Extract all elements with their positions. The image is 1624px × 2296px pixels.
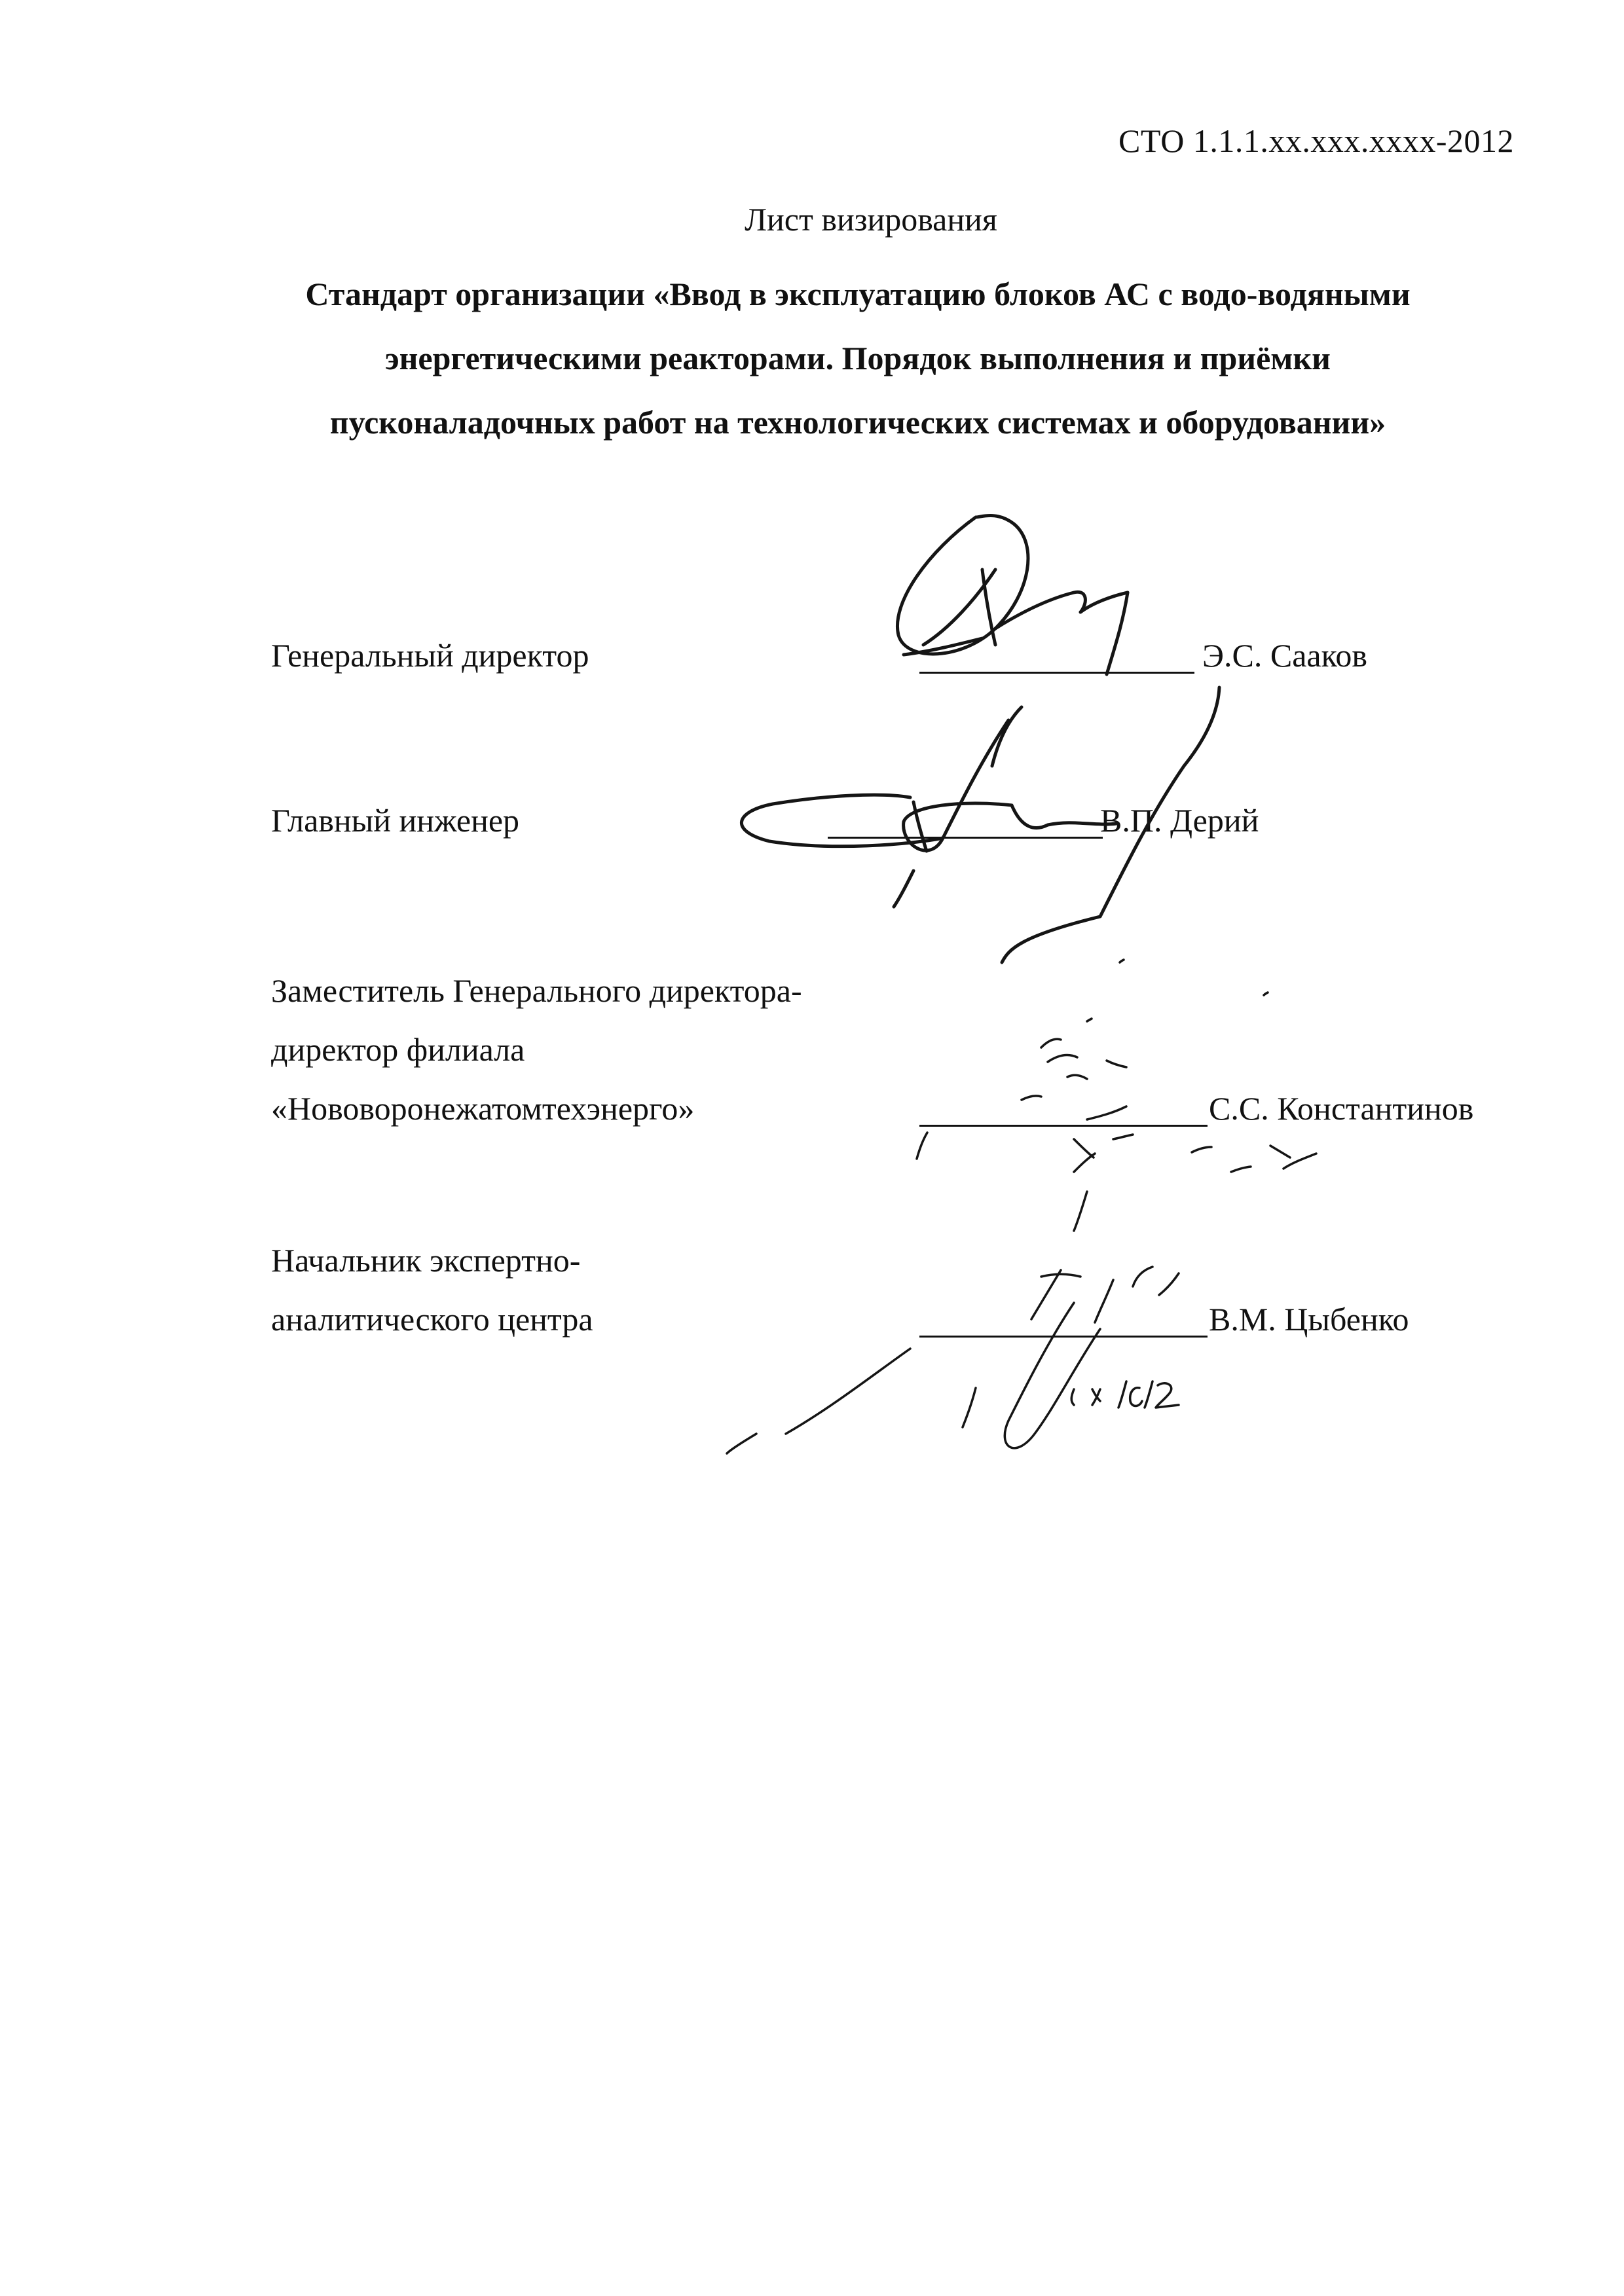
signer-name: С.С. Константинов: [1209, 1090, 1474, 1127]
signatory-position: Заместитель Генерального директора- директор филиала «Нововоронежатомтехэнерго»: [271, 972, 802, 1127]
signatory-position: Главный инженер: [271, 802, 520, 839]
signatory-deputy-director: [0, 961, 1624, 1144]
signatory-general-director: [0, 626, 1624, 691]
signature-line: [919, 1125, 1208, 1127]
signatory-chief-engineer: [0, 791, 1624, 856]
signatory-position: Генеральный директор: [271, 637, 589, 674]
document-code: СТО 1.1.1.xx.xxx.xxxx-2012: [1118, 122, 1514, 159]
heading-line: пусконаладочных работ на технологических системах и оборудовании»: [329, 404, 1386, 441]
document-heading: [196, 262, 1519, 454]
signature-line: [828, 837, 1103, 839]
signer-name: В.М. Цыбенко: [1209, 1301, 1409, 1338]
heading-line: Стандарт организации «Ввод в эксплуатацию блоков АС с водо-водяными: [305, 276, 1411, 312]
signature-line: [919, 672, 1194, 674]
sheet-title: Лист визирования: [745, 201, 997, 238]
signatory-position: Начальник экспертно- аналитического центра: [271, 1242, 593, 1338]
signatory-expert-center-head: [0, 1231, 1624, 1355]
signature-line: [919, 1336, 1208, 1338]
signer-name: В.П. Дерий: [1100, 802, 1259, 839]
signer-name: Э.С. Сааков: [1202, 637, 1367, 674]
heading-line: энергетическими реакторами. Порядок выполнения и приёмки: [385, 340, 1331, 376]
handwritten-date: [1071, 1381, 1179, 1408]
